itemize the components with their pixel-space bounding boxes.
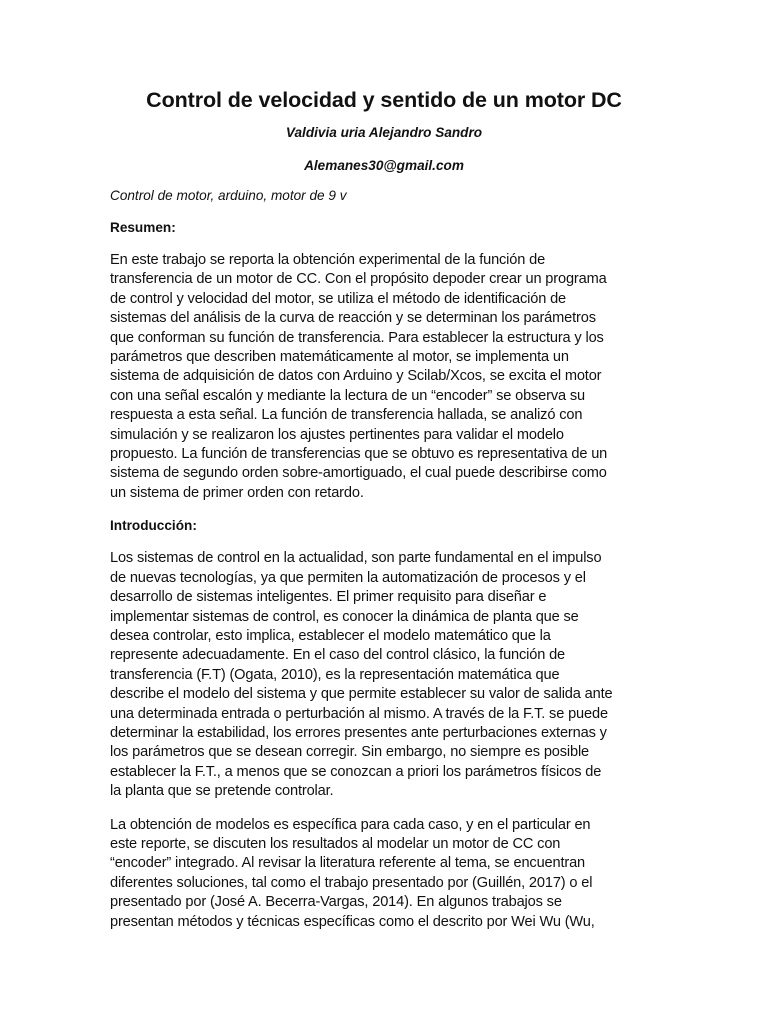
- paper-page: [110, 86, 658, 932]
- text-line: determinar la estabilidad, los errores presentes ante perturbaciones externas y: [110, 724, 607, 741]
- text-line: parámetros que describen matemáticamente al motor, se implementa un: [110, 349, 569, 366]
- text-line: presentan métodos y técnicas específicas como el descrito por Wei Wu (Wu,: [110, 913, 595, 930]
- text-line: los parámetros que se desean corregir. Sin embargo, no siempre es posible: [110, 744, 590, 761]
- text-line: describe el modelo del sistema y que permite establecer su valor de salida ante: [110, 686, 613, 703]
- text-line: de control y velocidad del motor, se utiliza el método de identificación de: [110, 290, 567, 307]
- text-line: propuesto. La función de transferencias que se obtuvo es representativa de un: [110, 446, 608, 463]
- text-line: presentado por (José A. Becerra-Vargas, 2014). En algunos trabajos se: [110, 894, 562, 911]
- intro-paragraph-1: [110, 549, 658, 801]
- text-line: la planta que se pretende controlar.: [110, 783, 334, 800]
- text-line: transferencia (F.T) (Ogata, 2010), es la representación matemática que: [110, 666, 560, 683]
- text-line: respuesta a esta señal. La función de transferencia hallada, se analizó con: [110, 407, 583, 424]
- text-line: que conforman su función de transferencia. Para establecer la estructura y los: [110, 329, 604, 346]
- section-heading-resumen: Resumen:: [110, 220, 176, 235]
- text-line: desarrollo de sistemas inteligentes. El primer requisito para diseñar e: [110, 589, 547, 606]
- text-line: sistema de segundo orden sobre-amortiguado, el cual puede describirse como: [110, 465, 607, 482]
- text-line: transferencia de un motor de CC. Con el propósito depoder crear un programa: [110, 271, 607, 288]
- text-line: La obtención de modelos es específica para cada caso, y en el particular en: [110, 816, 591, 833]
- text-line: desea controlar, esto implica, establecer el modelo matemático que la: [110, 627, 551, 644]
- text-line: simulación y se realizaron los ajustes pertinentes para validar el modelo: [110, 426, 564, 443]
- text-line: con una señal escalón y mediante la lectura de un “encoder” se observa su: [110, 387, 585, 404]
- text-line: “encoder” integrado. Al revisar la literatura referente al tema, se encuentran: [110, 855, 586, 872]
- section-heading-introduccion: Introducción:: [110, 518, 197, 534]
- author-name: Valdivia uria Alejandro Sandro: [285, 125, 483, 140]
- text-line: represente adecuadamente. En el caso del control clásico, la función de: [110, 647, 566, 664]
- text-line: sistema de adquisición de datos con Arduino y Scilab/Xcos, se excita el motor: [110, 368, 602, 385]
- section-introduccion: [110, 517, 658, 932]
- text-line: establecer la F.T., a menos que se conozcan a priori los parámetros físicos de: [110, 763, 602, 780]
- text-line: un sistema de primer orden con retardo.: [110, 484, 364, 501]
- keywords: Control de motor, arduino, motor de 9 v: [110, 188, 347, 203]
- text-line: de nuevas tecnologías, ya que permiten la automatización de procesos y el: [110, 569, 586, 586]
- text-line: diferentes soluciones, tal como el trabajo presentado por (Guillén, 2017) o el: [110, 874, 593, 891]
- section-resumen: [110, 219, 658, 503]
- paper-title: Control de velocidad y sentido de un motor DC: [146, 88, 622, 112]
- text-line: sistemas del análisis de la curva de reacción y se determinan los parámetros: [110, 310, 596, 327]
- text-line: implementar sistemas de control, es conocer la dinámica de planta que se: [110, 608, 579, 625]
- abstract-paragraph: [110, 251, 658, 503]
- text-line: Los sistemas de control en la actualidad, son parte fundamental en el impulso: [110, 550, 602, 567]
- author-email: Alemanes30@gmail.com: [304, 158, 464, 173]
- text-line: este reporte, se discuten los resultados al modelar un motor de CC con: [110, 835, 561, 852]
- text-line: una determinada entrada o perturbación al mismo. A través de la F.T. se puede: [110, 705, 608, 722]
- intro-paragraph-2: [110, 816, 658, 932]
- text-line: En este trabajo se reporta la obtención experimental de la función de: [110, 252, 546, 268]
